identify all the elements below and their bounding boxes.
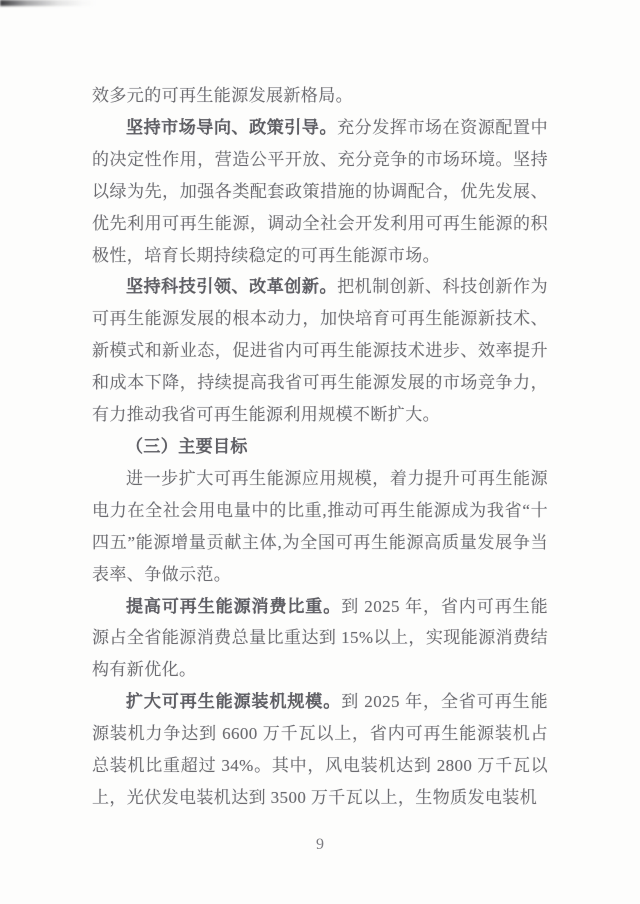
paragraph-text: 充分发挥市场在资源配置中的决定性作用，营造公平开放、充分竞争的市场环境。坚持以绿为先，加强各类配套政策措施的协调配合，优先发展、优先利用可再生能源，调动全社会开发利用可再生能源的积极性，培育长期持续稳定的可再生能源市场。 [92, 117, 548, 265]
paragraph-continuation [92, 80, 548, 112]
paragraph-text: 把机制创新、科技创新作为可再生能源发展的根本动力，加快培育可再生能源新技术、新模式和新业态，促进省内可再生能源技术进步、效率提升和成本下降，持续提高我省可再生能源发展的市场竞争力，有力推动我省可再生能源利用规模不断扩大。 [92, 277, 548, 425]
paragraph-text: 到 2025 年，全省可再生能源装机力争达到 6600 万千瓦以上，省内可再生能源装机占总装机比重超过 34%。其中，风电装机达到 2800 万千瓦以上，光伏发电装机达到 3500 万千瓦以上，生物质发电装机 [92, 692, 548, 807]
paragraph-lead: 提高可再生能源消费比重。 [126, 596, 342, 616]
paragraph-expand-application [92, 463, 548, 591]
paragraph-lead: 扩大可再生能源装机规模。 [126, 692, 342, 712]
paragraph-consumption-share [92, 591, 548, 687]
heading-text: （三）主要目标 [126, 436, 248, 456]
paragraph-text: 到 2025 年，省内可再生能源占全省能源消费总量比重达到 15%以上，实现能源消费结构有新优化。 [92, 596, 548, 680]
section-heading-main-goals [92, 431, 548, 463]
paragraph-text: 效多元的可再生能源发展新格局。 [92, 86, 353, 105]
paragraph-lead: 坚持科技引领、改革创新。 [126, 277, 338, 297]
paragraph-market-guidance [92, 112, 548, 272]
page-number: 9 [316, 836, 324, 853]
paragraph-lead: 坚持市场导向、政策引导。 [126, 117, 338, 137]
document-body [92, 80, 548, 814]
paragraph-text: 进一步扩大可再生能源应用规模，着力提升可再生能源电力在全社会用电量中的比重,推动可再生能源成为我省“十四五”能源增量贡献主体,为全国可再生能源高质量发展争当表率、争做示范。 [92, 468, 548, 584]
paragraph-tech-innovation [92, 271, 548, 431]
paragraph-installed-capacity [92, 686, 548, 814]
scan-artifact [0, 0, 96, 6]
